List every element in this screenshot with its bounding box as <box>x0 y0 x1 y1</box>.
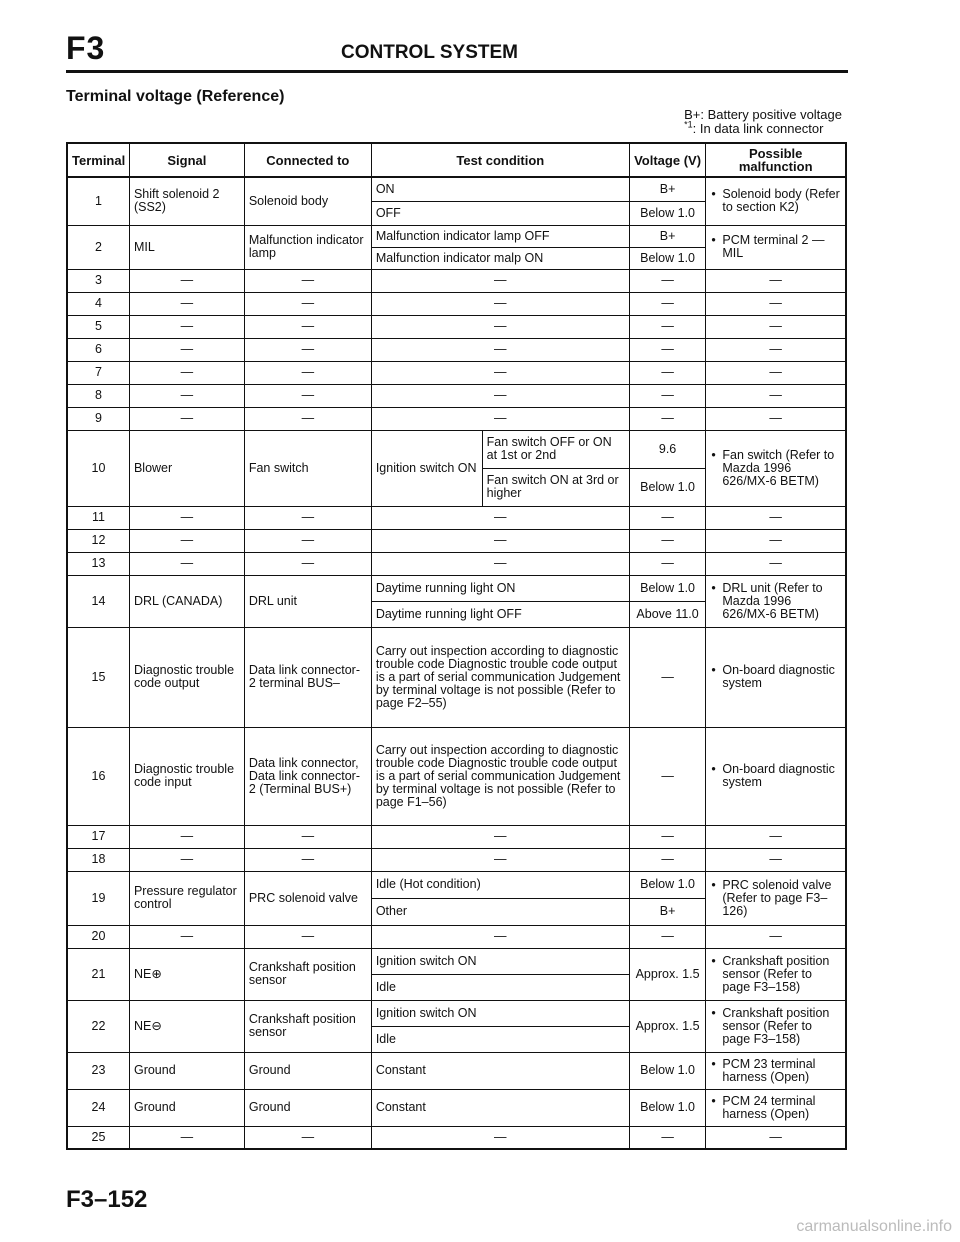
condition-cell: Malfunction indicator lamp OFF <box>371 225 629 247</box>
section-title: CONTROL SYSTEM <box>341 42 518 63</box>
signal-cell: — <box>129 315 244 338</box>
signal-cell: DRL (CANADA) <box>129 575 244 627</box>
condition-cell: Idle <box>371 1026 629 1052</box>
table-row <box>67 1052 846 1089</box>
malfunction-cell <box>706 225 846 269</box>
voltage-cell: Approx. 1.5 <box>629 948 706 1000</box>
terminal-number: 6 <box>67 338 129 361</box>
table-row <box>67 727 846 825</box>
malfunction-cell: — <box>706 848 846 871</box>
note-data-link <box>684 119 842 136</box>
malfunction-cell: — <box>706 925 846 948</box>
malfunction-item: • Crankshaft position sensor (Refer to page F3–158) <box>722 955 841 994</box>
table-row <box>67 871 846 898</box>
signal-cell: — <box>129 407 244 430</box>
watermark: carmanualsonline.info <box>796 1218 952 1235</box>
malfunction-item: • On-board diagnostic system <box>722 664 841 690</box>
terminal-number: 25 <box>67 1126 129 1149</box>
voltage-cell: Below 1.0 <box>629 871 706 898</box>
section-code: F3 <box>66 30 106 66</box>
malfunction-cell: — <box>706 552 846 575</box>
terminal-number: 16 <box>67 727 129 825</box>
terminal-number: 8 <box>67 384 129 407</box>
voltage-cell: Below 1.0 <box>629 575 706 601</box>
condition-cell: Carry out inspection according to diagnostic trouble code Diagnostic trouble code output is a part of serial communication Judgement by terminal voltage is not possible (Refer to page F2–55) <box>371 627 629 727</box>
voltage-cell: — <box>629 848 706 871</box>
signal-cell: Ground <box>129 1052 244 1089</box>
voltage-cell: — <box>629 384 706 407</box>
signal-cell: — <box>129 529 244 552</box>
voltage-cell: — <box>629 315 706 338</box>
voltage-cell: — <box>629 407 706 430</box>
voltage-cell: Below 1.0 <box>629 468 706 506</box>
table-row <box>67 384 846 407</box>
voltage-cell: — <box>629 1126 706 1149</box>
table-row <box>67 361 846 384</box>
malfunction-item: • On-board diagnostic system <box>722 763 841 789</box>
note-battery: B+: Battery positive voltage <box>684 107 842 122</box>
voltage-cell: Below 1.0 <box>629 1089 706 1126</box>
malfunction-cell <box>706 177 846 225</box>
terminal-number: 10 <box>67 430 129 506</box>
condition-cell: — <box>371 407 629 430</box>
connected-cell: — <box>244 407 371 430</box>
voltage-cell: Below 1.0 <box>629 1052 706 1089</box>
table-row <box>67 848 846 871</box>
terminal-number: 2 <box>67 225 129 269</box>
condition-cell: Carry out inspection according to diagnostic trouble code Diagnostic trouble code output is a part of serial communication Judgement by terminal voltage is not possible (Refer to page F1–56) <box>371 727 629 825</box>
table-row <box>67 575 846 601</box>
malfunction-cell <box>706 627 846 727</box>
condition-cell: — <box>371 925 629 948</box>
document-title: Terminal voltage (Reference) <box>66 88 285 105</box>
malfunction-cell <box>706 575 846 627</box>
table-row <box>67 430 846 468</box>
connected-cell: Fan switch <box>244 430 371 506</box>
condition-cell: Ignition switch ON <box>371 1000 629 1026</box>
signal-cell: — <box>129 269 244 292</box>
condition-cell: Ignition switch ON <box>371 948 629 974</box>
terminal-number: 21 <box>67 948 129 1000</box>
table-row <box>67 269 846 292</box>
terminal-number: 12 <box>67 529 129 552</box>
terminal-number: 24 <box>67 1089 129 1126</box>
terminal-number: 18 <box>67 848 129 871</box>
connected-cell: PRC solenoid valve <box>244 871 371 925</box>
condition-cell: Daytime running light OFF <box>371 601 629 627</box>
table-row <box>67 1126 846 1149</box>
table-row <box>67 925 846 948</box>
connected-cell: DRL unit <box>244 575 371 627</box>
condition-cell: — <box>371 529 629 552</box>
table-row <box>67 1000 846 1026</box>
malfunction-cell: — <box>706 315 846 338</box>
signal-cell: Pressure regulator control <box>129 871 244 925</box>
condition-cell: Malfunction indicator malp ON <box>371 247 629 269</box>
condition-cell: Idle <box>371 974 629 1000</box>
header-test-condition: Test condition <box>371 143 629 177</box>
malfunction-cell <box>706 430 846 506</box>
connected-cell: Crankshaft position sensor <box>244 1000 371 1052</box>
signal-cell: Diagnostic trouble code input <box>129 727 244 825</box>
signal-cell: — <box>129 361 244 384</box>
condition-cell: — <box>371 506 629 529</box>
voltage-cell: B+ <box>629 898 706 925</box>
terminal-number: 13 <box>67 552 129 575</box>
malfunction-cell <box>706 1052 846 1089</box>
table-row <box>67 1089 846 1126</box>
malfunction-item: • PCM 23 terminal harness (Open) <box>722 1058 841 1084</box>
terminal-number: 15 <box>67 627 129 727</box>
condition-cell: Idle (Hot condition) <box>371 871 629 898</box>
condition-cell: — <box>371 361 629 384</box>
voltage-cell: 9.6 <box>629 430 706 468</box>
malfunction-cell <box>706 948 846 1000</box>
table-row <box>67 506 846 529</box>
table-row <box>67 338 846 361</box>
table-row <box>67 552 846 575</box>
voltage-cell: — <box>629 825 706 848</box>
signal-cell: MIL <box>129 225 244 269</box>
subcondition-cell: Fan switch ON at 3rd or higher <box>482 468 629 506</box>
malfunction-cell <box>706 871 846 925</box>
malfunction-item: • PCM 24 terminal harness (Open) <box>722 1095 841 1121</box>
signal-cell: — <box>129 1126 244 1149</box>
subcondition-cell: Fan switch OFF or ON at 1st or 2nd <box>482 430 629 468</box>
signal-cell: Diagnostic trouble code output <box>129 627 244 727</box>
condition-cell: — <box>371 848 629 871</box>
terminal-number: 7 <box>67 361 129 384</box>
terminal-number: 1 <box>67 177 129 225</box>
connected-cell: — <box>244 315 371 338</box>
malfunction-cell: — <box>706 269 846 292</box>
condition-cell: Ignition switch ON <box>371 430 482 506</box>
connected-cell: Crankshaft position sensor <box>244 948 371 1000</box>
malfunction-item: • PCM terminal 2 — MIL <box>722 234 841 260</box>
signal-cell: — <box>129 338 244 361</box>
voltage-cell: — <box>629 627 706 727</box>
connected-cell: Data link connector, Data link connector-2 (Terminal BUS+) <box>244 727 371 825</box>
notes <box>684 108 842 136</box>
voltage-cell: — <box>629 292 706 315</box>
voltage-cell: Approx. 1.5 <box>629 1000 706 1052</box>
signal-cell: Ground <box>129 1089 244 1126</box>
malfunction-item: • Fan switch (Refer to Mazda 1996 626/MX-6 BETM) <box>722 449 841 488</box>
voltage-cell: Above 11.0 <box>629 601 706 627</box>
terminal-number: 17 <box>67 825 129 848</box>
page-header <box>66 28 848 73</box>
signal-cell: — <box>129 925 244 948</box>
table-header-row <box>67 143 846 177</box>
header-connected-to: Connected to <box>244 143 371 177</box>
condition-cell: — <box>371 384 629 407</box>
connected-cell: Data link connector-2 terminal BUS– <box>244 627 371 727</box>
connected-cell: Solenoid body <box>244 177 371 225</box>
condition-cell: Other <box>371 898 629 925</box>
signal-cell: NE⊕ <box>129 948 244 1000</box>
connected-cell: — <box>244 848 371 871</box>
terminal-number: 14 <box>67 575 129 627</box>
condition-cell: — <box>371 292 629 315</box>
page-number: F3–152 <box>66 1186 148 1213</box>
signal-cell: — <box>129 384 244 407</box>
voltage-cell: Below 1.0 <box>629 247 706 269</box>
condition-cell: Daytime running light ON <box>371 575 629 601</box>
voltage-cell: Below 1.0 <box>629 201 706 225</box>
malfunction-cell: — <box>706 506 846 529</box>
connected-cell: — <box>244 361 371 384</box>
header-signal: Signal <box>129 143 244 177</box>
malfunction-cell: — <box>706 825 846 848</box>
voltage-cell: — <box>629 269 706 292</box>
malfunction-cell <box>706 1000 846 1052</box>
signal-cell: Blower <box>129 430 244 506</box>
condition-cell: — <box>371 552 629 575</box>
connected-cell: — <box>244 384 371 407</box>
connected-cell: — <box>244 825 371 848</box>
table-row <box>67 177 846 201</box>
terminal-number: 11 <box>67 506 129 529</box>
malfunction-cell: — <box>706 384 846 407</box>
header-possible-malfunction: Possible malfunction <box>706 143 846 177</box>
table-row <box>67 529 846 552</box>
condition-cell: ON <box>371 177 629 201</box>
terminal-number: 19 <box>67 871 129 925</box>
table-row <box>67 225 846 247</box>
signal-cell: — <box>129 825 244 848</box>
voltage-cell: — <box>629 727 706 825</box>
malfunction-cell: — <box>706 407 846 430</box>
header-terminal: Terminal <box>67 143 129 177</box>
table-row <box>67 825 846 848</box>
condition-cell: — <box>371 269 629 292</box>
terminal-number: 5 <box>67 315 129 338</box>
malfunction-cell: — <box>706 361 846 384</box>
malfunction-item: • Crankshaft position sensor (Refer to page F3–158) <box>722 1007 841 1046</box>
condition-cell: OFF <box>371 201 629 225</box>
malfunction-item: • PRC solenoid valve (Refer to page F3–126) <box>722 879 841 918</box>
malfunction-item: • DRL unit (Refer to Mazda 1996 626/MX-6 BETM) <box>722 582 841 621</box>
note-data-link-mark: *1 <box>684 119 693 130</box>
condition-cell: — <box>371 338 629 361</box>
signal-cell: — <box>129 552 244 575</box>
condition-cell: — <box>371 315 629 338</box>
signal-cell: Shift solenoid 2 (SS2) <box>129 177 244 225</box>
condition-cell: — <box>371 825 629 848</box>
connected-cell: — <box>244 529 371 552</box>
signal-cell: — <box>129 292 244 315</box>
voltage-cell: — <box>629 361 706 384</box>
malfunction-cell: — <box>706 338 846 361</box>
note-data-link-text: : In data link connector <box>692 121 824 136</box>
voltage-cell: — <box>629 552 706 575</box>
voltage-cell: — <box>629 506 706 529</box>
connected-cell: — <box>244 506 371 529</box>
malfunction-cell <box>706 727 846 825</box>
connected-cell: — <box>244 292 371 315</box>
header-voltage: Voltage (V) <box>629 143 706 177</box>
terminal-number: 22 <box>67 1000 129 1052</box>
signal-cell: NE⊖ <box>129 1000 244 1052</box>
connected-cell: — <box>244 1126 371 1149</box>
malfunction-cell: — <box>706 529 846 552</box>
malfunction-cell: — <box>706 292 846 315</box>
terminal-number: 9 <box>67 407 129 430</box>
condition-cell: Constant <box>371 1052 629 1089</box>
table-row <box>67 407 846 430</box>
malfunction-item: • Solenoid body (Refer to section K2) <box>722 188 841 214</box>
signal-cell: — <box>129 848 244 871</box>
condition-cell: — <box>371 1126 629 1149</box>
malfunction-cell: — <box>706 1126 846 1149</box>
connected-cell: — <box>244 269 371 292</box>
connected-cell: — <box>244 552 371 575</box>
terminal-number: 4 <box>67 292 129 315</box>
table-row <box>67 948 846 974</box>
connected-cell: — <box>244 338 371 361</box>
terminal-voltage-table <box>66 142 847 1150</box>
table-row <box>67 315 846 338</box>
condition-cell: Constant <box>371 1089 629 1126</box>
malfunction-cell <box>706 1089 846 1126</box>
terminal-number: 20 <box>67 925 129 948</box>
voltage-cell: — <box>629 925 706 948</box>
connected-cell: Ground <box>244 1089 371 1126</box>
connected-cell: Ground <box>244 1052 371 1089</box>
terminal-number: 23 <box>67 1052 129 1089</box>
signal-cell: — <box>129 506 244 529</box>
table-row <box>67 292 846 315</box>
connected-cell: — <box>244 925 371 948</box>
connected-cell: Malfunction indicator lamp <box>244 225 371 269</box>
table-row <box>67 627 846 727</box>
voltage-cell: B+ <box>629 225 706 247</box>
voltage-cell: B+ <box>629 177 706 201</box>
terminal-number: 3 <box>67 269 129 292</box>
voltage-cell: — <box>629 338 706 361</box>
voltage-cell: — <box>629 529 706 552</box>
